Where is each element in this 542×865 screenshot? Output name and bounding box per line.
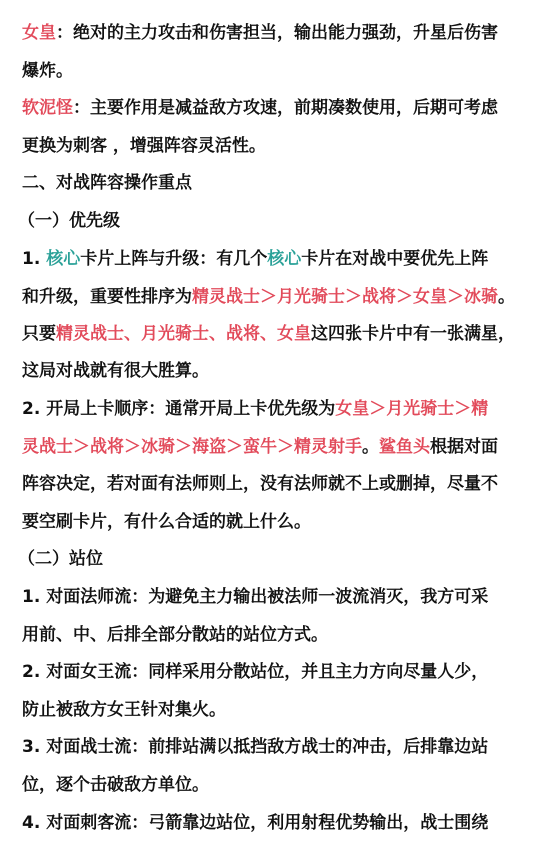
text: ：主要作用是减益敌方攻速，前期凑数使用，后期可考虑 [73, 98, 498, 118]
item2-line2 [22, 436, 536, 458]
text: 对面刺客流：弓箭靠边站位，利用射程优势输出，战士围绕 [46, 813, 489, 833]
highlight-order: 灵战士＞战将＞冰骑＞海盗＞蛮牛＞精灵射手 [22, 437, 362, 457]
paragraph-nvhuang-line2 [22, 60, 536, 82]
list-number: 1. [22, 587, 41, 607]
text: 对面战士流：前排站满以抵挡敌方战士的冲击，后排靠边站 [46, 737, 489, 757]
text: 防止被敌方女王针对集火。 [22, 700, 226, 720]
subsection-heading-priority [18, 210, 536, 232]
text: 对面女王流：同样采用分散站位，并且主力方向尽量人少， [46, 662, 489, 682]
section-heading-text: 二、对战阵容操作重点 [22, 173, 192, 193]
text: ：绝对的主力攻击和伤害担当，输出能力强劲，升星后伤害 [56, 23, 498, 43]
hero-name-ruanniguai: 软泥怪 [22, 98, 73, 118]
item1-line4 [22, 360, 536, 382]
item4-line1 [22, 661, 536, 683]
item6-line1 [22, 812, 536, 834]
subsection-heading-position [18, 548, 536, 570]
paragraph-ruanniguai-line1 [22, 97, 536, 119]
item5-line1 [22, 736, 536, 758]
text: 这四张卡片中有一张满星， [311, 324, 515, 344]
list-number: 4. [22, 813, 41, 833]
list-number: 1. [22, 249, 41, 269]
text: 。 [498, 287, 515, 307]
text: 位，逐个击破敌方单位。 [22, 775, 209, 795]
item1-line2 [22, 286, 536, 308]
text: 爆炸。 [22, 61, 73, 81]
paragraph-ruanniguai-line2 [22, 135, 536, 157]
item1-line3 [22, 323, 536, 345]
text: 卡片在对战中要优先上阵 [301, 249, 489, 269]
text: 这局对战就有很大胜算。 [22, 361, 209, 381]
highlight-ranking: 精灵战士＞月光骑士＞战将＞女皇＞冰骑 [192, 287, 498, 307]
text: 用前、中、后排全部分散站的站位方式。 [22, 625, 328, 645]
highlight-shark: 鲨鱼头 [379, 437, 430, 457]
text: 只要 [22, 324, 56, 344]
text: 开局上卡顺序：通常开局上卡优先级为 [46, 399, 336, 419]
subsection-heading-text: （二）站位 [18, 549, 103, 569]
item3-line1 [22, 586, 536, 608]
item3-line2 [22, 624, 536, 646]
highlight-order: 女皇＞月光骑士＞精 [335, 399, 489, 419]
text: 阵容决定，若对面有法师则上，没有法师就不上或删掉，尽量不 [22, 474, 498, 494]
highlight-cards: 精灵战士、月光骑士、战将、女皇 [56, 324, 311, 344]
text: 。 [362, 437, 379, 457]
section-heading [22, 172, 536, 194]
item4-line2 [22, 699, 536, 721]
text: 和升级，重要性排序为 [22, 287, 192, 307]
item2-line1 [22, 398, 536, 420]
list-number: 2. [22, 399, 41, 419]
highlight-core: 核心 [267, 249, 302, 269]
text: 更换为刺客 ，增强阵容灵活性。 [22, 136, 266, 156]
item1-line1 [22, 248, 536, 270]
paragraph-nvhuang-line1 [22, 22, 536, 44]
list-number: 2. [22, 662, 41, 682]
item2-line3 [22, 473, 536, 495]
text: 根据对面 [430, 437, 498, 457]
list-number: 3. [22, 737, 41, 757]
text: 对面法师流：为避免主力输出被法师一波流消灭，我方可采 [46, 587, 489, 607]
highlight-core: 核心 [46, 249, 81, 269]
subsection-heading-text: （一）优先级 [18, 211, 120, 231]
text: 要空刷卡片，有什么合适的就上什么。 [22, 512, 311, 532]
item2-line4 [22, 511, 536, 533]
hero-name-nvhuang: 女皇 [22, 23, 56, 43]
text: 卡片上阵与升级：有几个 [80, 249, 268, 269]
item5-line2 [22, 774, 536, 796]
